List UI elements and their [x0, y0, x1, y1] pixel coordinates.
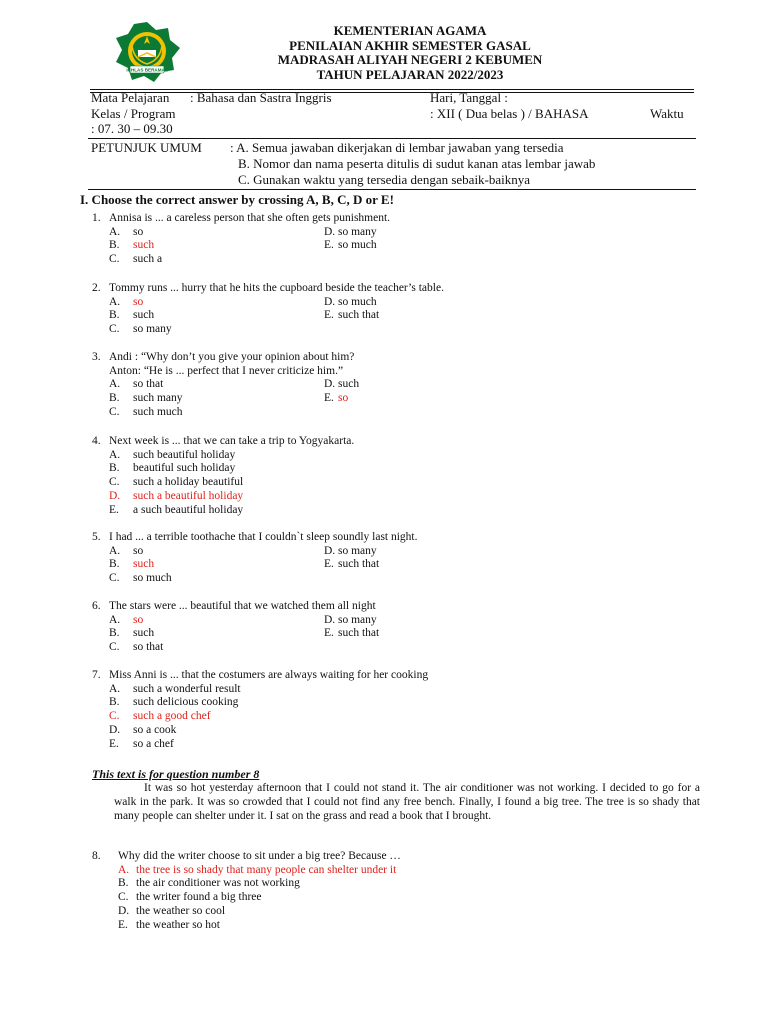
- question-stem: Andi : “Why don’t you give your opinion about him?: [109, 351, 355, 363]
- question-5: [92, 531, 418, 586]
- answer-option[interactable]: [324, 309, 379, 323]
- answer-option[interactable]: [109, 641, 324, 655]
- option-letter: B.: [109, 239, 120, 252]
- option-letter: C.: [109, 405, 120, 418]
- option-text: so many: [133, 323, 172, 336]
- answer-option[interactable]: [109, 710, 324, 724]
- answer-option[interactable]: [109, 627, 324, 641]
- answer-option[interactable]: [109, 683, 324, 697]
- answer-option[interactable]: [109, 239, 324, 253]
- option-letter: B.: [109, 627, 120, 640]
- option-text: such a wonderful result: [133, 682, 241, 695]
- answer-option[interactable]: [109, 323, 324, 337]
- option-letter: E.: [109, 737, 119, 750]
- answer-option[interactable]: [109, 462, 324, 476]
- answer-option[interactable]: [324, 378, 359, 392]
- question-number: 3.: [92, 351, 101, 363]
- option-letter: C.: [109, 476, 120, 489]
- option-letter: A.: [109, 682, 121, 695]
- option-text: such a good chef: [133, 710, 211, 723]
- option-list: [92, 864, 401, 933]
- subject-value: : Bahasa dan Sastra Inggris: [190, 90, 332, 105]
- answer-option[interactable]: [324, 614, 379, 628]
- answer-option[interactable]: [109, 309, 324, 323]
- option-letter: A.: [109, 225, 121, 238]
- option-letter: D.: [324, 613, 336, 626]
- answer-option[interactable]: [109, 449, 324, 463]
- option-letter: D.: [324, 378, 336, 391]
- option-text: so many: [338, 544, 377, 557]
- option-letter: B.: [109, 309, 120, 322]
- question-7: [92, 669, 428, 751]
- time-value: : 07. 30 – 09.30: [91, 121, 173, 136]
- option-text: such a: [133, 253, 163, 266]
- question-stem: Anton: “He is ... perfect that I never criticize him.”: [109, 364, 344, 377]
- question-number: 8.: [92, 850, 101, 862]
- option-text: the weather so hot: [136, 918, 220, 931]
- instructions-label: PETUNJUK UMUM: [91, 140, 202, 155]
- option-text: the writer found a big three: [136, 891, 262, 904]
- question-number: 2.: [92, 282, 101, 294]
- class-value: : XII ( Dua belas ) / BAHASA: [430, 106, 589, 121]
- option-letter: D.: [324, 544, 336, 557]
- question-6: [92, 600, 379, 655]
- option-text: beautiful such holiday: [133, 462, 236, 475]
- option-text: the tree is so shady that many people can shelter under it: [136, 863, 397, 876]
- option-letter: E.: [324, 392, 334, 405]
- option-text: so: [338, 392, 349, 405]
- option-letter: B.: [109, 392, 120, 405]
- exam-title: PENILAIAN AKHIR SEMESTER GASAL: [289, 37, 531, 53]
- answer-option[interactable]: [109, 504, 324, 518]
- question-number: 4.: [92, 435, 101, 447]
- answer-option[interactable]: [324, 239, 377, 253]
- option-text: such that: [338, 627, 380, 640]
- option-letter: C.: [118, 891, 129, 904]
- ministry-name: KEMENTERIAN AGAMA: [333, 23, 487, 38]
- option-letter: E.: [324, 239, 334, 252]
- option-letter: E.: [324, 309, 334, 322]
- answer-option[interactable]: [109, 490, 324, 504]
- question-2: [92, 282, 444, 337]
- answer-option[interactable]: [109, 545, 324, 559]
- option-text: the weather so cool: [136, 904, 226, 917]
- option-letter: A.: [118, 863, 130, 876]
- question-number: 5.: [92, 531, 101, 543]
- option-letter: B.: [109, 558, 120, 571]
- instructions-rule: [88, 189, 696, 190]
- question-number: 1.: [92, 212, 101, 224]
- answer-option[interactable]: [118, 891, 401, 905]
- answer-option[interactable]: [118, 864, 401, 878]
- answer-option[interactable]: [324, 226, 377, 240]
- option-letter: B.: [109, 696, 120, 709]
- document-header: [200, 24, 620, 82]
- option-letter: C.: [109, 641, 120, 654]
- option-text: so many: [338, 613, 377, 626]
- option-text: so: [133, 613, 144, 626]
- option-letter: C.: [109, 253, 120, 266]
- answer-option[interactable]: [324, 558, 379, 572]
- passage-title: This text is for question number 8: [92, 767, 260, 781]
- question-stem: The stars were ... beautiful that we watched them all night: [109, 600, 376, 612]
- answer-option[interactable]: [109, 378, 324, 392]
- answer-option[interactable]: [109, 406, 324, 420]
- option-text: such: [338, 378, 360, 391]
- option-text: such a holiday beautiful: [133, 476, 244, 489]
- option-letter: A.: [109, 448, 121, 461]
- option-letter: D.: [118, 904, 130, 917]
- answer-option[interactable]: [118, 905, 401, 919]
- option-text: such: [133, 558, 155, 571]
- academic-year: TAHUN PELAJARAN 2022/2023: [316, 66, 504, 82]
- question-stem: Next week is ... that we can take a trip to Yogyakarta.: [109, 435, 355, 447]
- school-name: MADRASAH ALIYAH NEGERI 2 KEBUMEN: [277, 52, 543, 67]
- option-letter: A.: [109, 295, 121, 308]
- answer-option[interactable]: [109, 558, 324, 572]
- option-text: such that: [338, 309, 380, 322]
- header-rule-thin: [90, 92, 694, 93]
- class-label: Kelas / Program: [91, 106, 176, 121]
- option-text: so much: [338, 295, 377, 308]
- passage-text: It was so hot yesterday afternoon that I could not stand it. The air conditioner was not working. I decided to go for a walk in the park. It was so crowded that I could not find any free bench. Finally, I found a big tree. The tree is so shady that many people can shelter under it. I sat on the grass and read a book that I brought.: [114, 782, 700, 822]
- option-text: such: [133, 239, 155, 252]
- section-title: I. Choose the correct answer by crossing A, B, C, D or E!: [80, 192, 394, 207]
- answer-option[interactable]: [109, 476, 324, 490]
- question-stem: Annisa is ... a careless person that she often gets punishment.: [109, 212, 391, 224]
- option-text: so that: [133, 378, 164, 391]
- option-text: such much: [133, 405, 183, 418]
- answer-option[interactable]: [109, 296, 324, 310]
- question-3: [92, 351, 359, 420]
- time-label: Waktu: [650, 106, 684, 121]
- answer-option[interactable]: [109, 614, 324, 628]
- info-rule: [88, 138, 696, 139]
- kemenag-logo-icon: [104, 20, 190, 84]
- option-letter: D.: [109, 723, 121, 736]
- option-text: so: [133, 295, 144, 308]
- option-letter: A.: [109, 378, 121, 391]
- option-letter: C.: [109, 323, 120, 336]
- option-text: such: [133, 627, 155, 640]
- reading-passage: [114, 781, 700, 823]
- option-letter: C.: [109, 710, 120, 723]
- option-text: such that: [338, 558, 380, 571]
- option-letter: B.: [109, 462, 120, 475]
- option-text: so a cook: [133, 723, 177, 736]
- instruction-c: C. Gunakan waktu yang tersedia dengan sebaik-baiknya: [238, 172, 531, 187]
- option-text: so much: [133, 572, 172, 585]
- instruction-a: : A. Semua jawaban dikerjakan di lembar jawaban yang tersedia: [230, 140, 564, 155]
- option-letter: E.: [324, 558, 334, 571]
- option-text: so a chef: [133, 737, 174, 750]
- answer-option[interactable]: [109, 696, 324, 710]
- question-number: 6.: [92, 600, 101, 612]
- option-letter: B.: [118, 877, 129, 890]
- option-text: so: [133, 544, 144, 557]
- option-text: so much: [338, 239, 377, 252]
- answer-option[interactable]: [109, 724, 324, 738]
- option-text: so many: [338, 225, 377, 238]
- answer-option[interactable]: [109, 738, 324, 752]
- option-text: a such beautiful holiday: [133, 503, 244, 516]
- question-stem: I had ... a terrible toothache that I couldn`t sleep soundly last night.: [109, 531, 418, 543]
- option-letter: A.: [109, 613, 121, 626]
- option-letter: D.: [324, 295, 336, 308]
- answer-option[interactable]: [324, 545, 379, 559]
- option-text: such a beautiful holiday: [133, 489, 244, 502]
- answer-option[interactable]: [109, 253, 324, 267]
- answer-option[interactable]: [118, 877, 401, 891]
- option-letter: E.: [324, 627, 334, 640]
- option-letter: D.: [109, 489, 121, 502]
- option-letter: E.: [109, 503, 119, 516]
- logo-motto: IKHLAS BERAMAL: [126, 67, 168, 73]
- subject-label: Mata Pelajaran: [91, 90, 170, 105]
- answer-option[interactable]: [109, 392, 324, 406]
- instruction-b: B. Nomor dan nama peserta ditulis di sudut kanan atas lembar jawab: [238, 156, 596, 171]
- question-stem: Miss Anni is ... that the costumers are always waiting for her cooking: [109, 669, 429, 681]
- option-text: such beautiful holiday: [133, 448, 236, 461]
- kemenag-logo: [104, 20, 190, 84]
- question-number: 7.: [92, 669, 101, 681]
- option-text: so: [133, 225, 144, 238]
- answer-option[interactable]: [324, 627, 379, 641]
- option-text: the air conditioner was not working: [136, 877, 300, 890]
- option-letter: D.: [324, 225, 336, 238]
- question-8: [92, 850, 401, 932]
- header-rule: [90, 89, 694, 90]
- answer-option[interactable]: [109, 572, 324, 586]
- option-text: such: [133, 309, 155, 322]
- question-4: [92, 435, 354, 517]
- answer-option[interactable]: [324, 392, 359, 406]
- question-1: [92, 212, 390, 267]
- option-text: such many: [133, 392, 183, 405]
- answer-option[interactable]: [324, 296, 379, 310]
- option-letter: C.: [109, 572, 120, 585]
- answer-option[interactable]: [118, 919, 401, 933]
- option-letter: E.: [118, 918, 128, 931]
- question-stem: Tommy runs ... hurry that he hits the cupboard beside the teacher’s table.: [109, 282, 444, 294]
- option-text: such delicious cooking: [133, 696, 239, 709]
- day-label: Hari, Tanggal :: [430, 90, 508, 105]
- question-stem: Why did the writer choose to sit under a big tree? Because …: [118, 850, 401, 862]
- answer-option[interactable]: [109, 226, 324, 240]
- option-letter: A.: [109, 544, 121, 557]
- option-text: so that: [133, 641, 164, 654]
